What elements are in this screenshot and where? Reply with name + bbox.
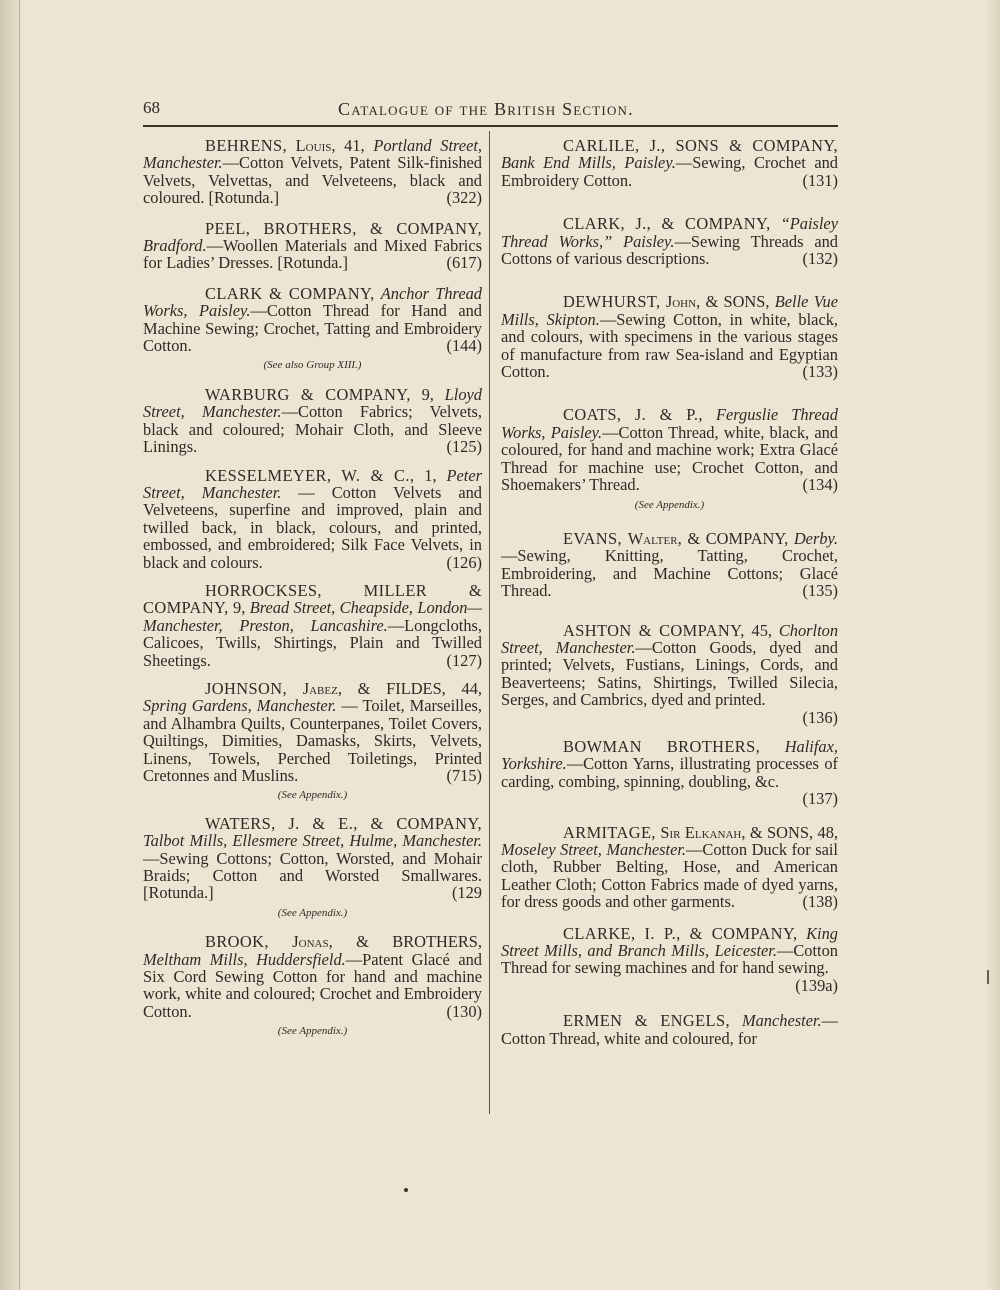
catalogue-entry [143, 933, 482, 1040]
exhibitor-name: EVANS, [563, 528, 623, 548]
exhibitor-name: ERMEN & ENGELS, [563, 1011, 730, 1031]
exhibit-number: (135) [802, 581, 838, 601]
exhibitor-address: Chorlton Street, Manchester. [501, 620, 839, 657]
entry-text: John [665, 292, 697, 312]
exhibitor-address: Bradford. [143, 236, 207, 256]
exhibit-number: (133) [802, 362, 838, 382]
exhibitor-name: WARBURG & COMPANY, [205, 384, 411, 404]
exhibitor-address: Peter Street, Manchester. [143, 465, 483, 502]
catalogue-entry [143, 285, 482, 375]
entry-text: —Longcloths, Calicoes, Twills, Shirtings, Plain and Twilled Sheetings. [143, 615, 482, 670]
catalogue-entry [143, 220, 482, 272]
entry-text: —Cotton Duck for sail cloth, Rubber Belting, Hose, and American Leather Cloth; Cotton Fabrics made of dyed yarns, for dress goods and other garments. [501, 840, 838, 912]
exhibitor-address: Portland Street, Manchester. [143, 136, 482, 173]
exhibitor-address: Belle Vue Mills, Skipton. [501, 292, 838, 329]
entry-text [287, 679, 303, 698]
entry-text: —Cotton Thread for sewing machines and for hand sewing. [501, 941, 838, 978]
exhibitor-address: Meltham Mills, Huddersfield. [143, 949, 346, 969]
entry-text: Jabez [302, 678, 338, 698]
entry-text: 1, [414, 465, 447, 485]
entry-text: —Cotton Thread, white and coloured, for [501, 1011, 838, 1048]
entry-text [703, 405, 716, 424]
exhibitor-address: Anchor Thread Works, Paisley. [143, 283, 482, 321]
catalogue-entry [501, 925, 838, 995]
exhibitor-name: BOWMAN BROTHERS, [563, 736, 761, 756]
catalogue-entry [501, 137, 838, 189]
column-divider [489, 131, 490, 1114]
exhibit-number: (139a) [795, 975, 838, 995]
exhibitor-name: WATERS, J. & E., & COMPANY, [205, 813, 482, 833]
catalogue-entry [501, 293, 838, 380]
exhibit-number: (136) [802, 707, 838, 727]
entry-text: —Cotton Goods, dyed and printed; Velvets, Fustians, Linings, Cords, and Beaverteens; Satins, Shirtings, Twilled Silecia, Serges, and Cambrics, dyed and printed. [501, 637, 838, 710]
entry-text [760, 737, 785, 756]
catalogue-entry [143, 386, 482, 456]
exhibitor-address: Bread Street, Cheapside, London—Manchester, Preston, Lancashire. [143, 598, 482, 635]
entry-text [771, 214, 781, 233]
exhibitor-name: CARLILE, J., SONS & COMPANY, [563, 136, 838, 155]
header-rule [143, 125, 838, 127]
exhibitor-name: CLARK, J., & COMPANY, [563, 214, 771, 234]
entry-text [287, 136, 296, 155]
entry-text: —Cotton Fabrics; Velvets, black and coloured; Mohair Cloth, and Sleeve Linings. [143, 402, 482, 457]
exhibit-number: (322) [446, 188, 482, 208]
entry-text: —Sewing Cotton, in white, black, and colours, with specimens in the various stages of manufacture from raw Sea-island and Egyptian Cotton. [501, 309, 839, 382]
entry-text: —Sewing, Crochet and Embroidery Cotton. [501, 153, 838, 190]
exhibitor-address: Manchester. [741, 1011, 822, 1031]
exhibitor-address: Spring Gardens, Manchester. [143, 696, 337, 716]
catalogue-entry [143, 680, 482, 805]
right-column [501, 137, 838, 1047]
exhibit-number: (130) [446, 1001, 482, 1021]
exhibitor-address: Moseley Street, Manchester. [501, 840, 687, 859]
catalogue-entry [501, 622, 838, 726]
exhibit-number: (715) [446, 766, 482, 785]
exhibitor-address: Ferguslie Thread Works, Paisley. [501, 405, 838, 442]
entry-text: , & BROTHERS, [328, 932, 482, 952]
entry-text: Walter [627, 528, 678, 548]
entry-text: —Sewing Threads and Cottons of various descriptions. [501, 231, 839, 269]
exhibitor-address: “Paisley Thread Works,” Paisley. [501, 214, 838, 251]
entry-text: , & SONS, 48, [741, 822, 838, 842]
exhibitor-address: King Street Mills, and Branch Mills, Leicester. [501, 923, 838, 961]
catalogue-entry [143, 815, 482, 922]
see-reference: (See Appendix.) [277, 789, 348, 802]
entry-text: , & SONS, [696, 292, 775, 312]
exhibitor-address: Halifax, Yorkshire. [501, 736, 838, 774]
catalogue-entry [143, 582, 482, 669]
catalogue-entry [143, 467, 482, 571]
catalogue-entry [501, 738, 838, 808]
catalogue-entry [501, 824, 838, 911]
exhibitor-address: Derby. [793, 528, 838, 548]
exhibit-number: (129 [451, 883, 482, 903]
entry-text [797, 924, 806, 943]
stray-mark [404, 1188, 408, 1192]
entry-text [269, 932, 292, 951]
exhibitor-name: JOHNSON, [205, 678, 287, 698]
entry-text: — Cotton Velvets and Velveteens, superfine and improved, plain and twilled back, in black, colours, and printed, embossed, and embroidered; Silk Face Velvets, in black and colours. [143, 482, 482, 572]
edge-mark [987, 970, 989, 984]
catalogue-entry [143, 137, 482, 207]
entry-text: , & FILDES, 44, [337, 678, 482, 698]
catalogue-entry [501, 530, 838, 600]
exhibitor-name: CLARK & COMPANY, [205, 283, 375, 303]
entry-text: —Cotton Thread for Hand and Machine Sewing; Crochet, Tatting and Embroidery Cotton. [143, 301, 482, 356]
exhibit-number: (617) [446, 253, 482, 273]
entry-text: 45, [744, 620, 779, 640]
entry-text: — Toilet, Marseilles, and Alhambra Quilts, Counterpanes, Toilet Covers, Quiltings, Dimities, Damasks, Skirts, Velvets, Linens, Towels, Perched Toiletings, Printed Cretonnes and Muslins. [143, 696, 482, 785]
entry-text: Sir Elkanah [660, 822, 742, 842]
exhibit-number: (131) [802, 170, 838, 190]
running-head: Catalogue of the British Section. [338, 99, 634, 119]
exhibitor-name: DEWHURST, [563, 292, 661, 312]
exhibit-number: (137) [802, 789, 838, 809]
entry-text: , & COMPANY, [677, 528, 794, 548]
left-column [143, 137, 482, 1041]
exhibit-number: (127) [446, 650, 482, 670]
entry-text: —Woollen Materials and Mixed Fabrics for Ladies’ Dresses. [Rotunda.] [143, 236, 482, 273]
exhibitor-name: BEHRENS, [205, 136, 287, 155]
entry-text: —Sewing Cottons; Cotton, Worsted, and Mohair Braids; Cotton and Worsted Smallwares. [Rotunda.] [143, 848, 482, 903]
see-reference: (See Appendix.) [277, 906, 348, 919]
catalogue-entry [501, 215, 838, 267]
exhibitor-name: BROOK, [205, 932, 269, 952]
exhibitor-address: Lloyd Street, Manchester. [143, 384, 482, 422]
exhibit-number: (144) [446, 336, 482, 356]
exhibit-number: (126) [446, 552, 482, 572]
gutter-line [19, 0, 20, 1290]
entry-text: —Cotton Thread, white, black, and coloured, for hand and machine work; Extra Glacé Thread for machine use; Crochet Cotton, and Shoemakers’ Thread. [501, 422, 839, 495]
catalogue-entry [501, 406, 838, 513]
see-reference: (See also Group XIII.) [263, 359, 362, 372]
see-reference: (See Appendix.) [277, 1025, 348, 1038]
entry-text: , 41, [331, 136, 374, 155]
exhibitor-address: Bank End Mills, Paisley. [501, 153, 676, 173]
exhibitor-name: ARMITAGE, [563, 822, 656, 842]
exhibitor-name: HORROCKSES, MILLER & COMPANY, [143, 580, 482, 618]
see-reference: (See Appendix.) [634, 498, 705, 511]
entry-text: 9, [228, 598, 250, 618]
entry-text: —Patent Glacé and Six Cord Sewing Cotton for hand and machine work, white and coloured; Crochet and Embroidery Cotton. [143, 949, 482, 1021]
exhibitor-name: CLARKE, I. P., & COMPANY, [563, 923, 798, 943]
entry-text: —Cotton Velvets, Patent Silk-finished Velvets, Velvettas, and Velveteens, black and coloured. [Rotunda.] [143, 153, 482, 208]
exhibitor-name: PEEL, BROTHERS, & COMPANY, [205, 218, 482, 238]
exhibit-number: (132) [802, 249, 838, 269]
page-header [143, 98, 838, 124]
page-right-edge [986, 0, 1000, 1290]
exhibitor-name: COATS, J. & P., [563, 405, 703, 425]
entry-text: 9, [410, 384, 445, 404]
exhibit-number: (125) [446, 437, 482, 457]
catalogue-entry [501, 1012, 838, 1047]
entry-text: —Cotton Yarns, illustrating processes of carding, combing, spinning, doubling, &c. [501, 754, 838, 791]
entry-text: Jonas [292, 932, 329, 952]
exhibitor-name: ASHTON & COMPANY, [563, 620, 745, 640]
page-number: 68 [143, 98, 160, 117]
exhibitor-name: KESSELMEYER, W. & C., [205, 465, 415, 485]
exhibit-number: (138) [802, 892, 838, 912]
exhibitor-address: Talbot Mills, Ellesmere Street, Hulme, Manchester. [143, 831, 482, 851]
exhibit-number: (134) [802, 475, 838, 495]
entry-text: —Sewing, Knitting, Tatting, Crochet, Embroidering, and Machine Cottons; Glacé Thread. [501, 546, 838, 601]
entry-text [730, 1011, 742, 1030]
entry-text: Louis [295, 136, 332, 155]
